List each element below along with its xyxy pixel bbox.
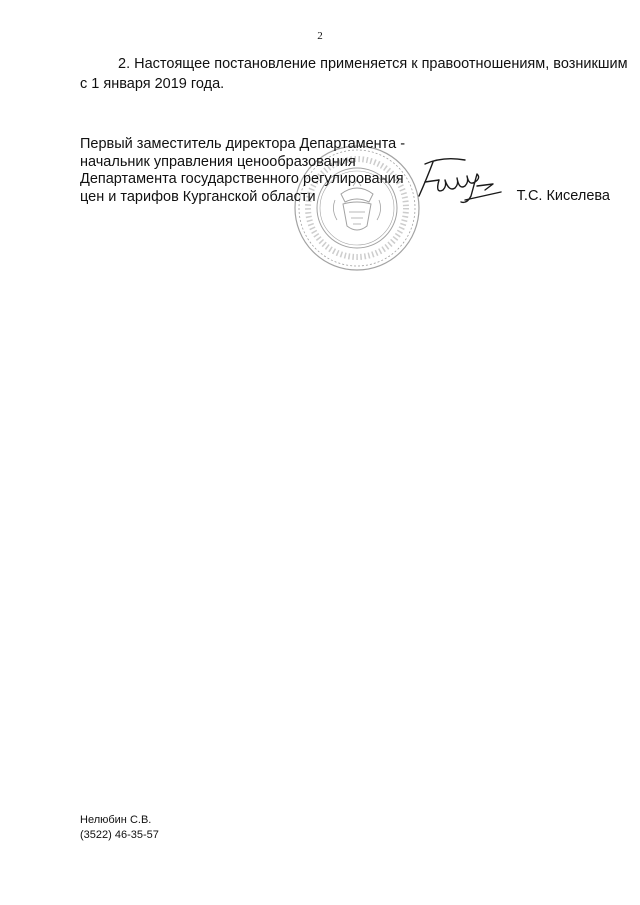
signatory-position-line-1: Первый заместитель директора Департамента - xyxy=(80,136,406,152)
paragraph-line-1: 2. Настоящее постановление применяется к правоотношениям, возникшим xyxy=(118,56,628,72)
executor-info xyxy=(80,813,159,843)
paragraph-line-2: с 1 января 2019 года. xyxy=(80,76,225,92)
signatory-position-line-2: начальник управления ценообразования xyxy=(80,153,356,170)
signatory-position xyxy=(80,136,420,206)
executor-name: Нелюбин С.В. xyxy=(80,814,152,826)
signatory-position-line-3: Департамента государственного регулирования xyxy=(80,171,404,187)
executor-phone: (3522) 46-35-57 xyxy=(80,829,159,841)
handwritten-signature-icon xyxy=(405,152,505,208)
resolution-paragraph xyxy=(80,54,628,94)
signatory-position-line-4: цен и тарифов Курганской области xyxy=(80,188,316,205)
page-number: 2 xyxy=(317,30,323,42)
signer-name: Т.С. Киселева xyxy=(516,188,610,204)
